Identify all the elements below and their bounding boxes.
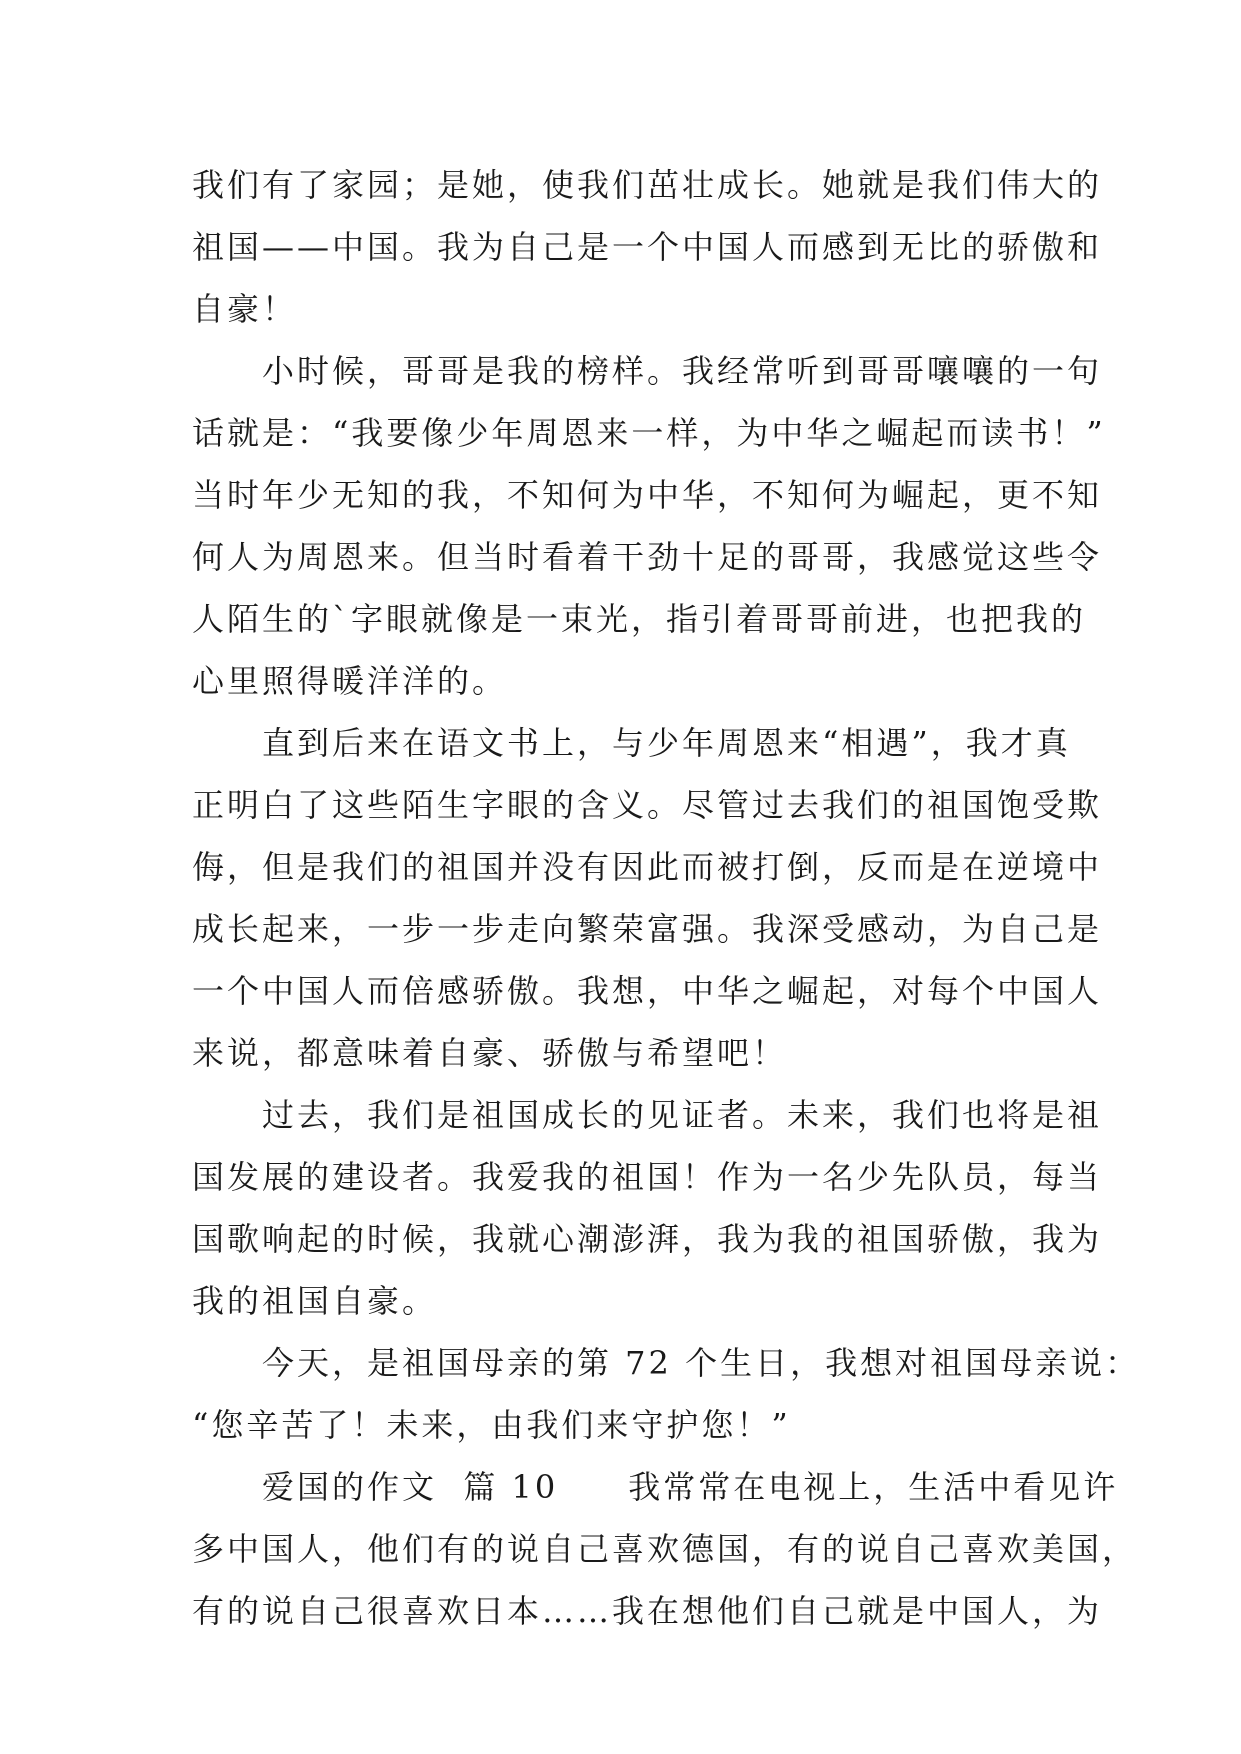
text-line: 来说，都意味着自豪、骄傲与希望吧！: [192, 1034, 788, 1072]
text-line: 过去，我们是祖国成长的见证者。未来，我们也将是祖: [192, 1096, 1103, 1134]
text-line: “您辛苦了！未来，由我们来守护您！”: [192, 1406, 791, 1444]
text-line: 国歌响起的时候，我就心潮澎湃，我为我的祖国骄傲，我为: [192, 1220, 1103, 1258]
essay-body: [192, 154, 1141, 1642]
text-line: 成长起来，一步一步走向繁荣富强。我深受感动，为自己是: [192, 910, 1103, 948]
text-line: 当时年少无知的我，不知何为中华，不知何为崛起，更不知: [192, 476, 1103, 514]
text-line: 正明白了这些陌生字眼的含义。尽管过去我们的祖国饱受欺: [192, 786, 1103, 824]
text-line: 爱国的作文 篇 10 我常常在电视上，生活中看见许: [192, 1468, 1119, 1506]
text-line: 话就是：“我要像少年周恩来一样，为中华之崛起而读书！”: [192, 414, 1106, 452]
text-line: 何人为周恩来。但当时看着干劲十足的哥哥，我感觉这些令: [192, 538, 1103, 576]
text-line: 我的祖国自豪。: [192, 1282, 438, 1320]
text-line: 人陌生的`字眼就像是一束光，指引着哥哥前进，也把我的: [192, 600, 1087, 638]
text-line: 我们有了家园；是她，使我们茁壮成长。她就是我们伟大的: [192, 166, 1103, 204]
text-line: 侮，但是我们的祖国并没有因此而被打倒，反而是在逆境中: [192, 848, 1103, 886]
text-line: 国发展的建设者。我爱我的祖国！作为一名少先队员，每当: [192, 1158, 1103, 1196]
text-line: 心里照得暖洋洋的。: [192, 662, 508, 700]
text-line: 直到后来在语文书上，与少年周恩来“相遇”，我才真: [192, 724, 1071, 762]
text-line: 自豪！: [192, 290, 298, 328]
text-line: 小时候，哥哥是我的榜样。我经常听到哥哥嚷嚷的一句: [192, 352, 1103, 390]
text-line: 有的说自己很喜欢日本……我在想他们自己就是中国人，为: [192, 1592, 1103, 1630]
text-line: 祖国——中国。我为自己是一个中国人而感到无比的骄傲和: [192, 228, 1103, 266]
text-line: 今天，是祖国母亲的第 72 个生日，我想对祖国母亲说：: [192, 1344, 1141, 1382]
text-line: 一个中国人而倍感骄傲。我想，中华之崛起，对每个中国人: [192, 972, 1103, 1010]
text-line: 多中国人，他们有的说自己喜欢德国，有的说自己喜欢美国，: [192, 1530, 1138, 1568]
